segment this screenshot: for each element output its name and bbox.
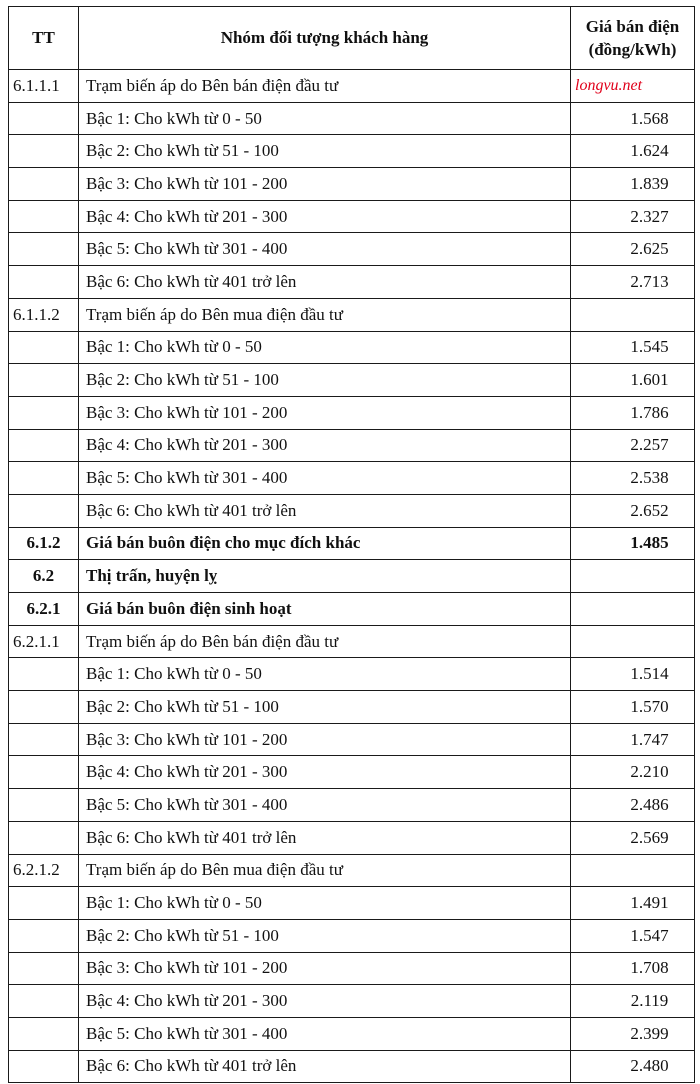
row-price: 1.786 [571,396,695,429]
row-price: 2.713 [571,266,695,299]
row-tt [9,233,79,266]
row-description: Bậc 1: Cho kWh từ 0 - 50 [79,887,571,920]
row-description: Thị trấn, huyện lỵ [79,560,571,593]
table-row [9,233,695,266]
table-row [9,691,695,724]
header-customer-group: Nhóm đối tượng khách hàng [79,7,571,70]
row-price: 2.569 [571,821,695,854]
row-description: Bậc 5: Cho kWh từ 301 - 400 [79,233,571,266]
row-description: Bậc 4: Cho kWh từ 201 - 300 [79,985,571,1018]
row-price: 1.601 [571,364,695,397]
row-description: Bậc 2: Cho kWh từ 51 - 100 [79,364,571,397]
table-row [9,429,695,462]
table-row [9,168,695,201]
row-description: Bậc 3: Cho kWh từ 101 - 200 [79,723,571,756]
row-price: 1.485 [571,527,695,560]
row-description: Bậc 4: Cho kWh từ 201 - 300 [79,756,571,789]
row-tt [9,723,79,756]
row-tt [9,756,79,789]
row-tt [9,1017,79,1050]
row-price [571,298,695,331]
row-price [571,854,695,887]
row-description: Bậc 6: Cho kWh từ 401 trở lên [79,1050,571,1083]
row-description: Bậc 5: Cho kWh từ 301 - 400 [79,462,571,495]
row-tt [9,789,79,822]
row-price: 1.624 [571,135,695,168]
row-price: 1.514 [571,658,695,691]
row-description: Bậc 3: Cho kWh từ 101 - 200 [79,952,571,985]
table-row [9,756,695,789]
row-price [571,625,695,658]
table-row [9,70,695,103]
row-tt: 6.1.2 [9,527,79,560]
header-price-line1: Giá bán điện [585,17,680,36]
row-description: Giá bán buôn điện cho mục đích khác [79,527,571,560]
row-tt [9,429,79,462]
table-row [9,789,695,822]
row-price: 1.547 [571,919,695,952]
row-description: Bậc 4: Cho kWh từ 201 - 300 [79,429,571,462]
row-tt [9,135,79,168]
row-tt [9,102,79,135]
table-row [9,298,695,331]
row-price: 1.747 [571,723,695,756]
row-tt [9,985,79,1018]
table-row [9,462,695,495]
table-row [9,985,695,1018]
table-row [9,1017,695,1050]
row-description: Bậc 6: Cho kWh từ 401 trở lên [79,266,571,299]
row-tt [9,168,79,201]
row-description: Bậc 2: Cho kWh từ 51 - 100 [79,135,571,168]
row-description: Trạm biến áp do Bên bán điện đầu tư [79,70,571,103]
row-description: Bậc 1: Cho kWh từ 0 - 50 [79,102,571,135]
row-price: 2.257 [571,429,695,462]
row-tt: 6.2 [9,560,79,593]
row-price: 2.210 [571,756,695,789]
row-tt [9,494,79,527]
row-description: Trạm biến áp do Bên mua điện đầu tư [79,298,571,331]
row-price [571,593,695,626]
row-price: 2.480 [571,1050,695,1083]
row-price: 2.652 [571,494,695,527]
row-price: 2.399 [571,1017,695,1050]
table-row [9,919,695,952]
row-description: Bậc 5: Cho kWh từ 301 - 400 [79,789,571,822]
row-price: 1.839 [571,168,695,201]
row-price: 1.568 [571,102,695,135]
row-tt [9,952,79,985]
table-row [9,821,695,854]
row-price: 2.538 [571,462,695,495]
row-description: Bậc 3: Cho kWh từ 101 - 200 [79,396,571,429]
table-row [9,200,695,233]
row-tt [9,200,79,233]
tariff-table [8,6,695,1083]
header-row [9,7,695,70]
row-tt [9,887,79,920]
row-price: 2.327 [571,200,695,233]
row-description: Trạm biến áp do Bên bán điện đầu tư [79,625,571,658]
row-tt: 6.2.1.2 [9,854,79,887]
row-description: Bậc 4: Cho kWh từ 201 - 300 [79,200,571,233]
row-price: 1.491 [571,887,695,920]
row-tt [9,331,79,364]
row-description: Bậc 5: Cho kWh từ 301 - 400 [79,1017,571,1050]
tariff-table-body [9,70,695,1083]
row-price: 1.545 [571,331,695,364]
table-row [9,560,695,593]
table-row [9,364,695,397]
row-tt [9,364,79,397]
row-tt [9,658,79,691]
row-description: Bậc 3: Cho kWh từ 101 - 200 [79,168,571,201]
table-row [9,396,695,429]
row-description: Bậc 1: Cho kWh từ 0 - 50 [79,658,571,691]
row-description: Bậc 1: Cho kWh từ 0 - 50 [79,331,571,364]
row-description: Giá bán buôn điện sinh hoạt [79,593,571,626]
table-row [9,527,695,560]
table-row [9,723,695,756]
table-row [9,625,695,658]
table-row [9,266,695,299]
row-tt: 6.1.1.1 [9,70,79,103]
row-tt: 6.2.1 [9,593,79,626]
row-price [571,560,695,593]
row-description: Bậc 6: Cho kWh từ 401 trở lên [79,494,571,527]
table-row [9,135,695,168]
row-tt [9,821,79,854]
row-price: 2.625 [571,233,695,266]
header-tt: TT [9,7,79,70]
table-row [9,593,695,626]
table-row [9,854,695,887]
row-price [571,70,695,103]
row-description: Bậc 6: Cho kWh từ 401 trở lên [79,821,571,854]
watermark-text: longvu.net [575,76,643,94]
row-description: Trạm biến áp do Bên mua điện đầu tư [79,854,571,887]
row-description: Bậc 2: Cho kWh từ 51 - 100 [79,919,571,952]
header-price-line2: (đồng/kWh) [588,40,677,59]
row-tt [9,691,79,724]
row-tt [9,396,79,429]
table-row [9,887,695,920]
row-price: 2.486 [571,789,695,822]
header-price [571,7,695,70]
row-tt [9,1050,79,1083]
row-tt [9,919,79,952]
table-row [9,658,695,691]
row-description: Bậc 2: Cho kWh từ 51 - 100 [79,691,571,724]
row-price: 1.708 [571,952,695,985]
table-row [9,331,695,364]
table-row [9,952,695,985]
table-row [9,102,695,135]
table-row [9,494,695,527]
row-price: 2.119 [571,985,695,1018]
row-price: 1.570 [571,691,695,724]
row-tt [9,462,79,495]
row-tt: 6.1.1.2 [9,298,79,331]
table-row [9,1050,695,1083]
row-tt [9,266,79,299]
row-tt: 6.2.1.1 [9,625,79,658]
